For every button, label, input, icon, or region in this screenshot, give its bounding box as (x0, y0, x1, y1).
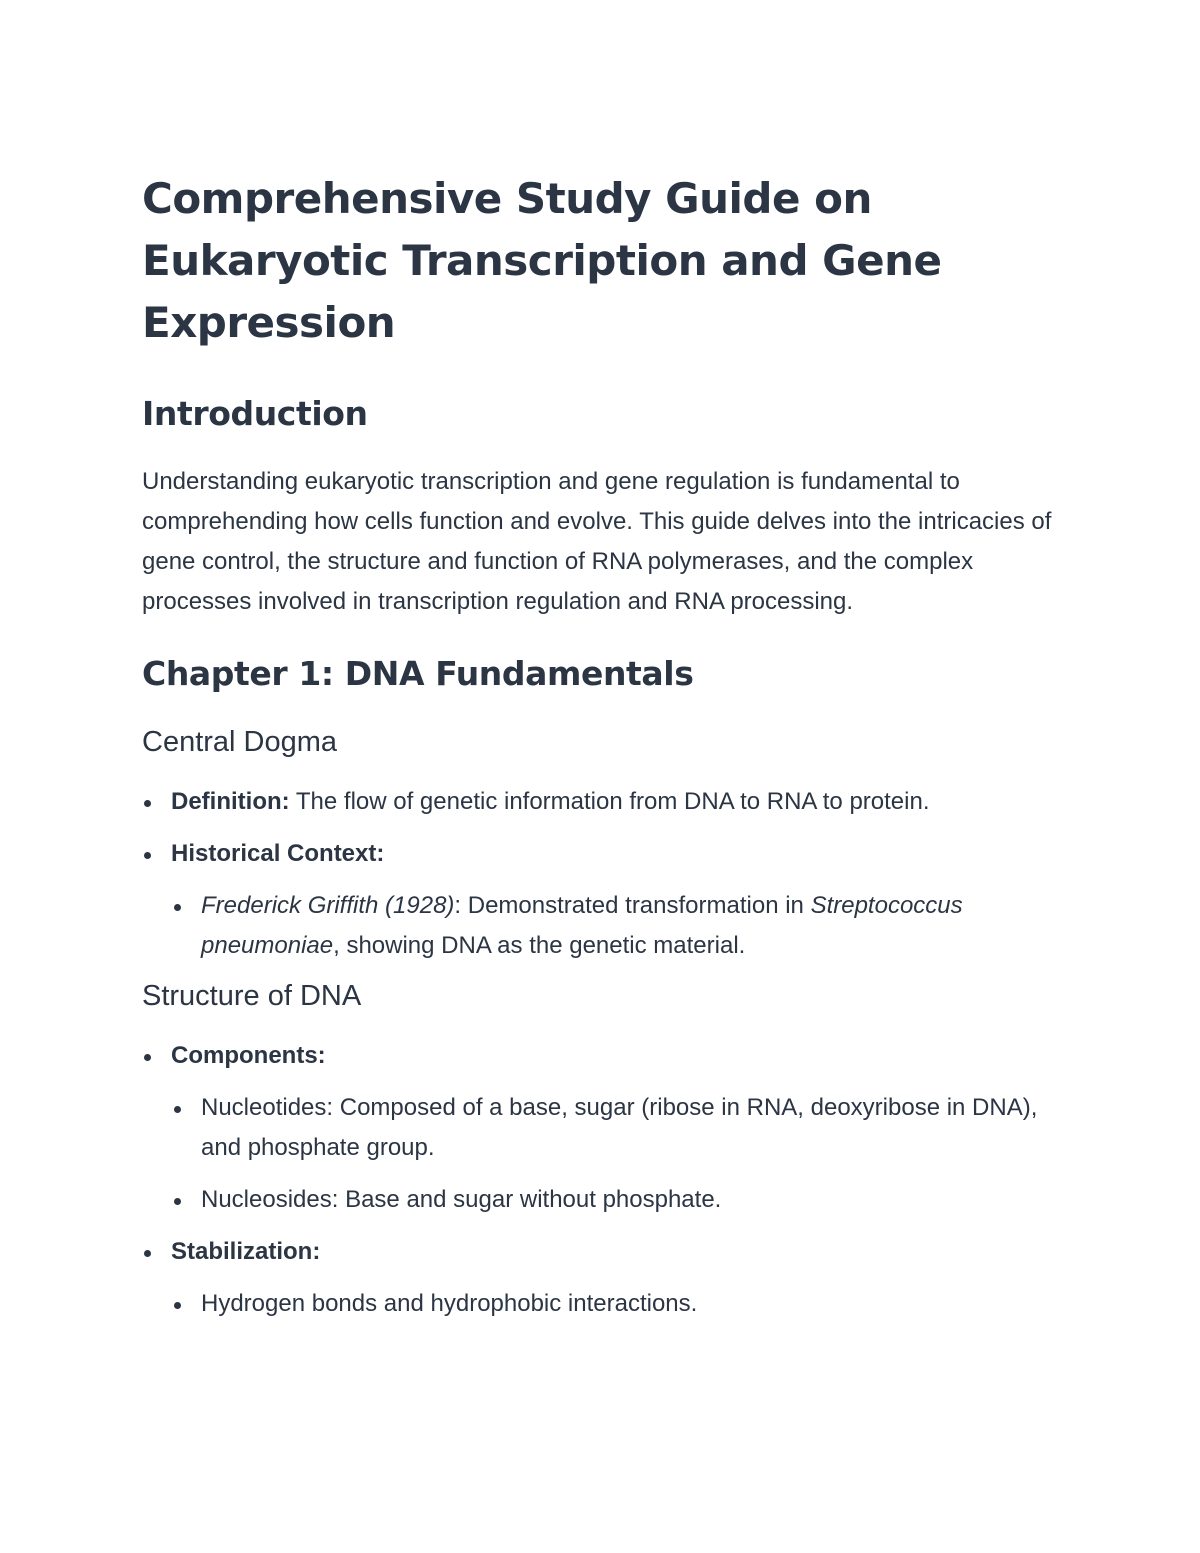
document-title: Comprehensive Study Guide on Eukaryotic Transcription and Gene Expression (142, 174, 942, 347)
introduction-paragraph: Understanding eukaryotic transcription and gene regulation is fundamental to comprehending how cells function and evolve. This guide delves into the intricacies of gene control, the structure and function of RNA polymerases, and the complex processes involved in transcription regulation and RNA processing. (142, 468, 1052, 615)
griffith-species: Streptococcus pneumoniae (201, 892, 963, 959)
central-dogma-list (142, 782, 1072, 966)
historical-context-label: Historical Context: (171, 840, 385, 867)
bullet-icon (174, 904, 181, 911)
introduction-heading: Introduction (142, 394, 368, 433)
bullet-icon (174, 1198, 181, 1205)
list-item-stabilization-detail (142, 1284, 1072, 1324)
bullet-icon (174, 1302, 181, 1309)
structure-list (142, 1036, 1072, 1324)
bullet-icon (144, 852, 151, 859)
stabilization-text: Hydrogen bonds and hydrophobic interactions. (201, 1290, 698, 1317)
griffith-text-2: , showing DNA as the genetic material. (333, 932, 746, 959)
bullet-icon (144, 1054, 151, 1061)
components-label: Components: (171, 1042, 326, 1069)
list-item-components (142, 1036, 1072, 1076)
list-item-historical-context (142, 834, 1072, 874)
bullet-icon (144, 800, 151, 807)
definition-label: Definition: (171, 788, 290, 815)
bullet-icon (174, 1106, 181, 1113)
list-item-nucleosides (142, 1180, 1072, 1220)
griffith-text-1: : Demonstrated transformation in (454, 892, 811, 919)
nucleosides-text: Nucleosides: Base and sugar without phosphate. (201, 1186, 722, 1213)
list-item-griffith (142, 886, 1072, 966)
list-item-stabilization (142, 1232, 1072, 1272)
nucleotides-text: Nucleotides: Composed of a base, sugar (ribose in RNA, deoxyribose in DNA), and phosphate group. (201, 1094, 1038, 1161)
bullet-icon (144, 1250, 151, 1257)
chapter-1-heading: Chapter 1: DNA Fundamentals (142, 654, 694, 693)
list-item-definition (142, 782, 1072, 822)
griffith-label: Frederick Griffith (1928) (201, 892, 455, 919)
stabilization-label: Stabilization: (171, 1238, 321, 1265)
central-dogma-heading: Central Dogma (142, 726, 338, 758)
list-item-nucleotides (142, 1088, 1072, 1168)
definition-text: The flow of genetic information from DNA to RNA to protein. (289, 788, 930, 815)
document-page (142, 168, 1072, 1324)
structure-of-dna-heading: Structure of DNA (142, 980, 362, 1012)
